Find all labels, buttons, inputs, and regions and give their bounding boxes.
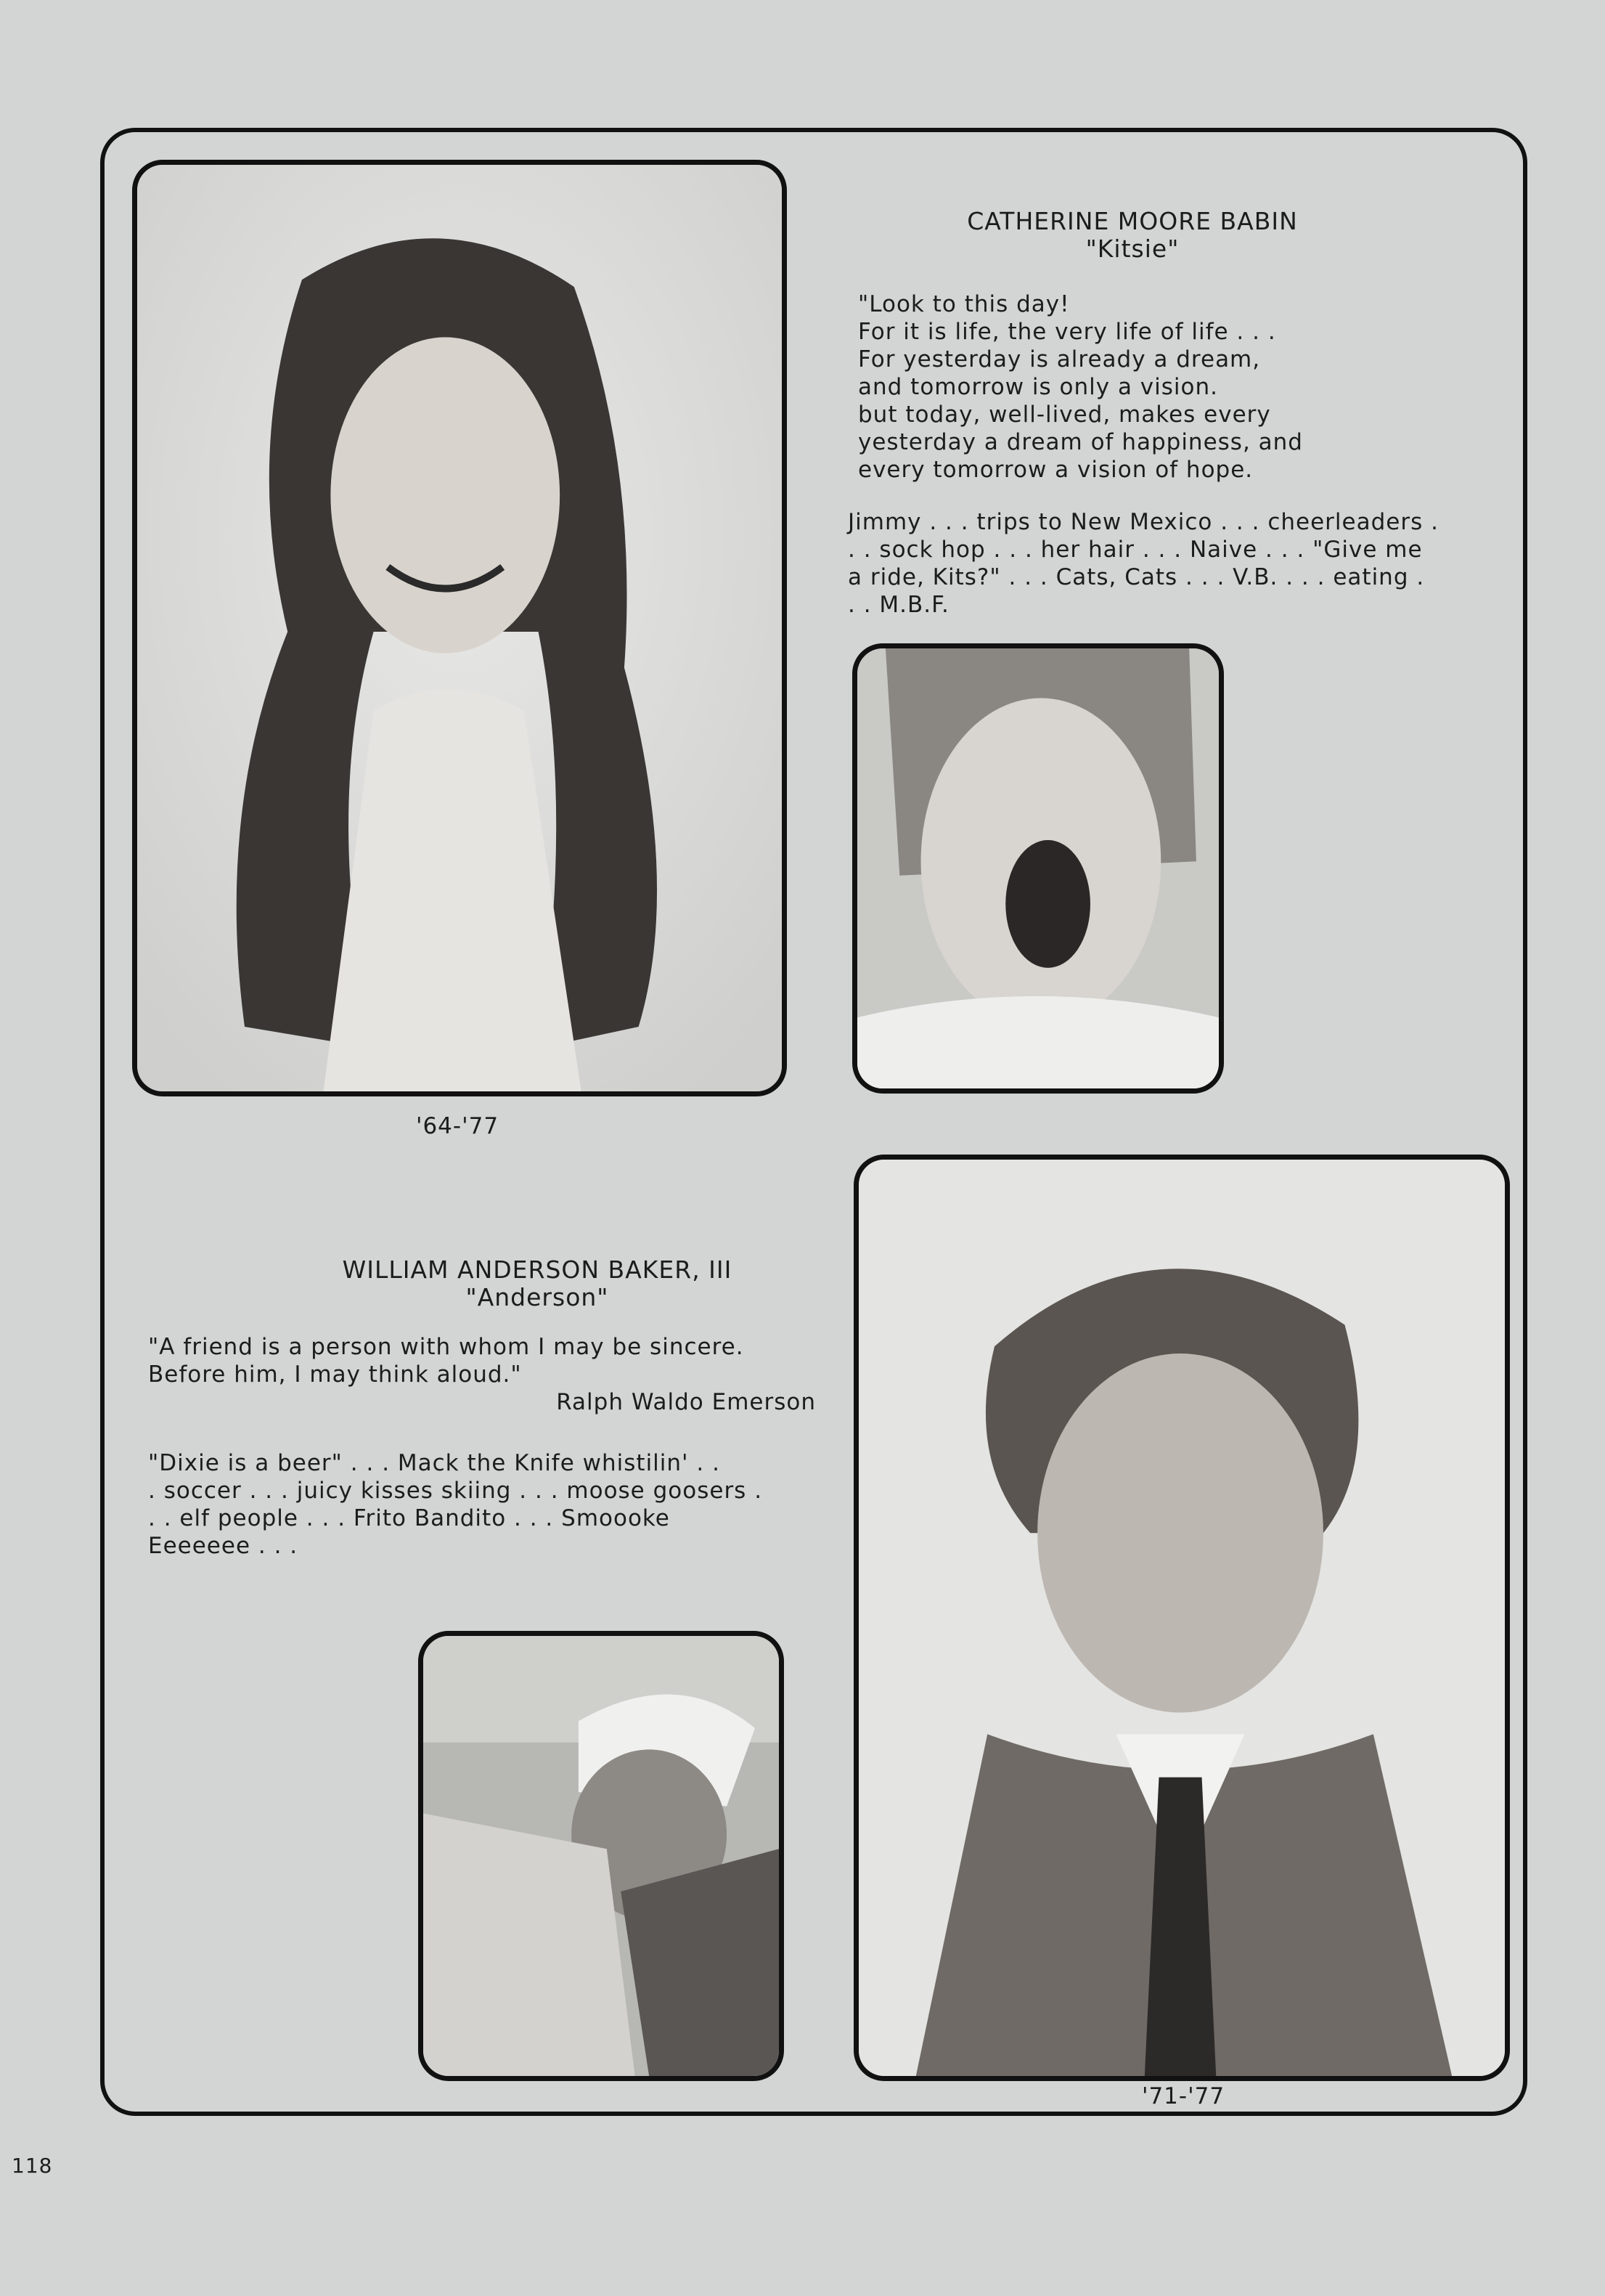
years-label [363,1112,552,1140]
memories-line: . . M.B.F. [848,592,949,618]
student-nickname: "Anderson" [465,1283,609,1311]
candid-photo-william [418,1631,784,2081]
quote-line: yesterday a dream of happiness, and [858,429,1303,455]
years-text: '64-'77 [415,1113,499,1139]
student-name: WILLIAM ANDERSON BAKER, III [342,1255,732,1284]
entry-name [181,1256,893,1311]
portrait-photo-catherine [132,160,787,1096]
quote-line: every tomorrow a vision of hope. [858,457,1254,483]
page-number [12,2152,52,2180]
quote-line: and tomorrow is only a vision. [858,374,1218,400]
page-number-text: 118 [12,2154,53,2178]
candid-photo-catherine [852,643,1224,1094]
portrait-photo-william [854,1155,1510,2081]
memories-line: Jimmy . . . trips to New Mexico . . . cheerleaders . [848,509,1439,535]
quote-line: "A friend is a person with whom I may be sincere. [148,1334,744,1360]
memories-line: . soccer . . . juicy kisses skiing . . . moose goosers . [148,1478,763,1504]
student-name: CATHERINE MOORE BABIN [967,207,1298,235]
quote-line: Before him, I may think aloud." [148,1361,522,1388]
memories-line: a ride, Kits?" . . . Cats, Cats . . . V.B. . . . eating . [848,564,1425,590]
years-text: '71-'77 [1141,2083,1225,2109]
quote-author: Ralph Waldo Emerson [556,1389,816,1415]
memories-block [148,1449,816,1560]
years-label [1089,2083,1278,2110]
quote-block [858,290,1410,484]
student-nickname: "Kitsie" [1085,235,1180,263]
quote-block [148,1333,816,1416]
memories-line: "Dixie is a beer" . . . Mack the Knife whistilin' . . [148,1450,720,1476]
entry-name [849,208,1416,263]
memories-line: . . elf people . . . Frito Bandito . . . Smoooke [148,1505,670,1531]
quote-line: but today, well-lived, makes every [858,402,1271,428]
memories-line: . . sock hop . . . her hair . . . Naive . . . "Give me [848,537,1423,563]
memories-block [848,508,1501,619]
memories-line: Eeeeeee . . . [148,1533,298,1559]
quote-line: For it is life, the very life of life . . . [858,319,1276,345]
quote-line: For yesterday is already a dream, [858,346,1261,373]
quote-line: "Look to this day! [858,291,1070,317]
